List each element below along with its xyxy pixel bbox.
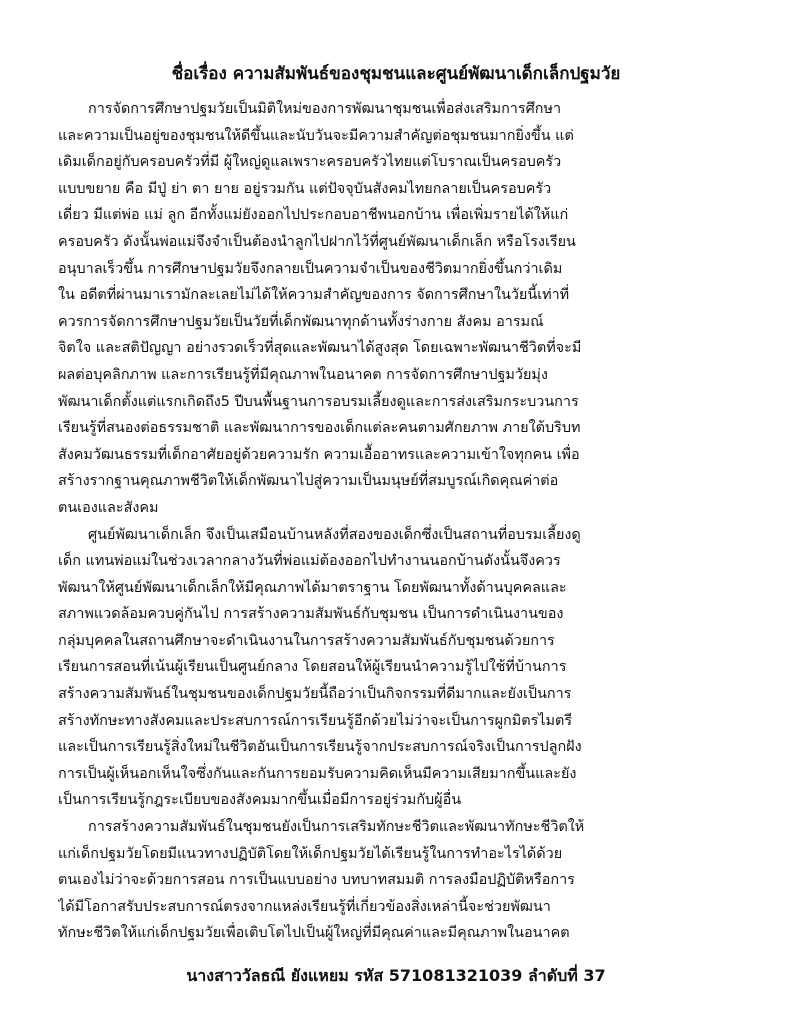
- text-line: ศูนย์พัฒนาเด็กเล็ก จึงเป็นเสมือนบ้านหลังที่สองของเด็กซึ่งเป็นสถานที่อบรมเลี้ยงดู: [88, 526, 581, 543]
- text-line: ใน อดีตที่ผ่านมาเรามักละเลยไม่ได้ให้ความสำคัญของการ จัดการศึกษาในวัยนี้เท่าที่: [58, 287, 570, 304]
- text-line: จิตใจ และสติปัญญา อย่างรวดเร็วที่สุดและพัฒนาได้สูงสุด โดยเฉพาะพัฒนาชีวิตที่จะมี: [58, 340, 582, 357]
- text-line: อนุบาลเร็วขึ้น การศึกษาปฐมวัยจึงกลายเป็นความจำเป็นของชีวิตมากยิ่งขึ้นกว่าเดิม: [58, 260, 563, 277]
- text-line: การเป็นผู้เห็นอกเห็นใจซึ่งกันและกันการยอมรับความคิดเห็นมีความเสียมากขึ้นและยัง: [58, 765, 577, 782]
- text-line: ครอบครัว ดังนั้นพ่อแม่จึงจำเป็นต้องนำลูกไปฝากไว้ที่ศูนย์พัฒนาเด็กเล็ก หรือโรงเรียน: [58, 233, 576, 250]
- text-line: พัฒนาให้ศูนย์พัฒนาเด็กเล็กให้มีคุณภาพได้มาตราฐาน โดยพัฒนาทั้งด้านบุคคลและ: [58, 579, 567, 596]
- text-line: ตนเองไม่ว่าจะด้วยการสอน การเป็นแบบอย่าง บทบาทสมมติ การลงมือปฏิบัติหรือการ: [58, 872, 575, 889]
- text-line: เรียนรู้ที่สนองต่อธรรมชาติ และพัฒนาการของเด็กแต่ละคนตามศักยภาพ ภายใต้บริบท: [58, 420, 581, 437]
- document-body: [58, 96, 718, 947]
- text-line: เป็นการเรียนรู้กฎระเบียบของสังคมมากขึ้นเมื่อมีการอยู่ร่วมกับผู้อื่น: [58, 792, 462, 809]
- text-line: เดิมเด็กอยู่กับครอบครัวที่มี ผู้ใหญ่ดูแลเพราะครอบครัวไทยแต่โบราณเป็นครอบครัว: [58, 154, 562, 171]
- text-line: ทักษะชีวิตให้แก่เด็กปฐมวัยเพื่อเติบโตไปเป็นผู้ใหญ่ที่มีคุณค่าและมีคุณภาพในอนาคต: [58, 925, 570, 942]
- text-line: กลุ่มบุคคลในสถานศึกษาจะดำเนินงานในการสร้างความสัมพันธ์กับชุมชนด้วยการ: [58, 632, 555, 649]
- text-line: สร้างทักษะทางสังคมและประสบการณ์การเรียนรู้อีกด้วยไม่ว่าจะเป็นการผูกมิตรไมตรี: [58, 712, 573, 729]
- text-line: และความเป็นอยู่ของชุมชนให้ดีขึ้นและนับวันจะมีความสำคัญต่อชุมชนมากยิ่งขึ้น แต่: [58, 127, 574, 144]
- text-line: แบบขยาย คือ มีปู่ ย่า ตา ยาย อยู่รวมกัน แต่ปัจจุบันสังคมไทยกลายเป็นครอบครัว: [58, 180, 552, 197]
- text-line: ได้มีโอกาสรับประสบการณ์ตรงจากแหล่งเรียนรู้ที่เกี่ยวข้องสิ่งเหล่านี้จะช่วยพัฒนา: [58, 898, 551, 915]
- text-line: สังคมวัฒนธรรมที่เด็กอาศัยอยู่ด้วยความรัก ความเอื้ออาทรและความเข้าใจทุกคน เพื่อ: [58, 446, 580, 463]
- document-title: ชื่อเรื่อง ความสัมพันธ์ของชุมชนและศูนย์พัฒนาเด็กเล็กปฐมวัย: [171, 64, 621, 84]
- text-line: ตนเองและสังคม: [58, 499, 159, 516]
- paragraph-2: [58, 522, 718, 815]
- text-line: สร้างรากฐานคุณภาพชีวิตให้เด็กพัฒนาไปสู่ความเป็นมนุษย์ที่สมบูรณ์เกิดคุณค่าต่อ: [58, 473, 559, 490]
- text-line: แก่เด็กปฐมวัยโดยมีแนวทางปฏิบัติโดยให้เด็กปฐมวัยได้เรียนรู้ในการทำอะไรได้ด้วย: [58, 845, 563, 862]
- text-line: เรียนการสอนที่เน้นผู้เรียนเป็นศูนย์กลาง โดยสอนให้ผู้เรียนนำความรู้ไปใช้ที่บ้านการ: [58, 659, 567, 676]
- text-line: เดี่ยว มีแต่พ่อ แม่ ลูก อีกทั้งแม่ยังออกไปประกอบอาชีพนอกบ้าน เพื่อเพิ่มรายได้ให้แก่: [58, 207, 569, 224]
- text-line: เด็ก แทนพ่อแม่ในช่วงเวลากลางวันที่พ่อแม่ต้องออกไปทำงานนอกบ้านดังนั้นจึงควร: [58, 553, 561, 570]
- paragraph-3: [58, 814, 718, 947]
- text-line: ควรการจัดการศึกษาปฐมวัยเป็นวัยที่เด็กพัฒนาทุกด้านทั้งร่างกาย สังคม อารมณ์: [58, 313, 544, 330]
- text-line: สร้างความสัมพันธ์ในชุมชนของเด็กปฐมวัยนี้ถือว่าเป็นกิจกรรมที่ดีมากและยังเป็นการ: [58, 686, 572, 703]
- text-line: การสร้างความสัมพันธ์ในชุมชนยังเป็นการเสริมทักษะชีวิตและพัฒนาทักษะชีวิตให้: [88, 819, 585, 836]
- text-line: สภาพแวดล้อมควบคู่กันไป การสร้างความสัมพันธ์กับชุมชน เป็นการดำเนินงานของ: [58, 606, 564, 623]
- text-line: พัฒนาเด็กตั้งแต่แรกเกิดถึง5 ปีบนพื้นฐานการอบรมเลี้ยงดูและการส่งเสริมกระบวนการ: [58, 393, 579, 410]
- author-signature-line: นางสาววัลธณี ยังแหยม รหัส 571081321039 ลำดับที่ 37: [186, 966, 606, 985]
- text-line: ผลต่อบุคลิกภาพ และการเรียนรู้ที่มีคุณภาพในอนาคต การจัดการศึกษาปฐมวัยมุ่ง: [58, 366, 548, 383]
- text-line: และเป็นการเรียนรู้สิ่งใหม่ในชีวิตอันเป็นการเรียนรู้จากประสบการณ์จริงเป็นการปลูกฝัง: [58, 739, 582, 756]
- paragraph-1: [58, 96, 718, 522]
- text-line: การจัดการศึกษาปฐมวัยเป็นมิติใหม่ของการพัฒนาชุมชนเพื่อส่งเสริมการศึกษา: [88, 101, 562, 117]
